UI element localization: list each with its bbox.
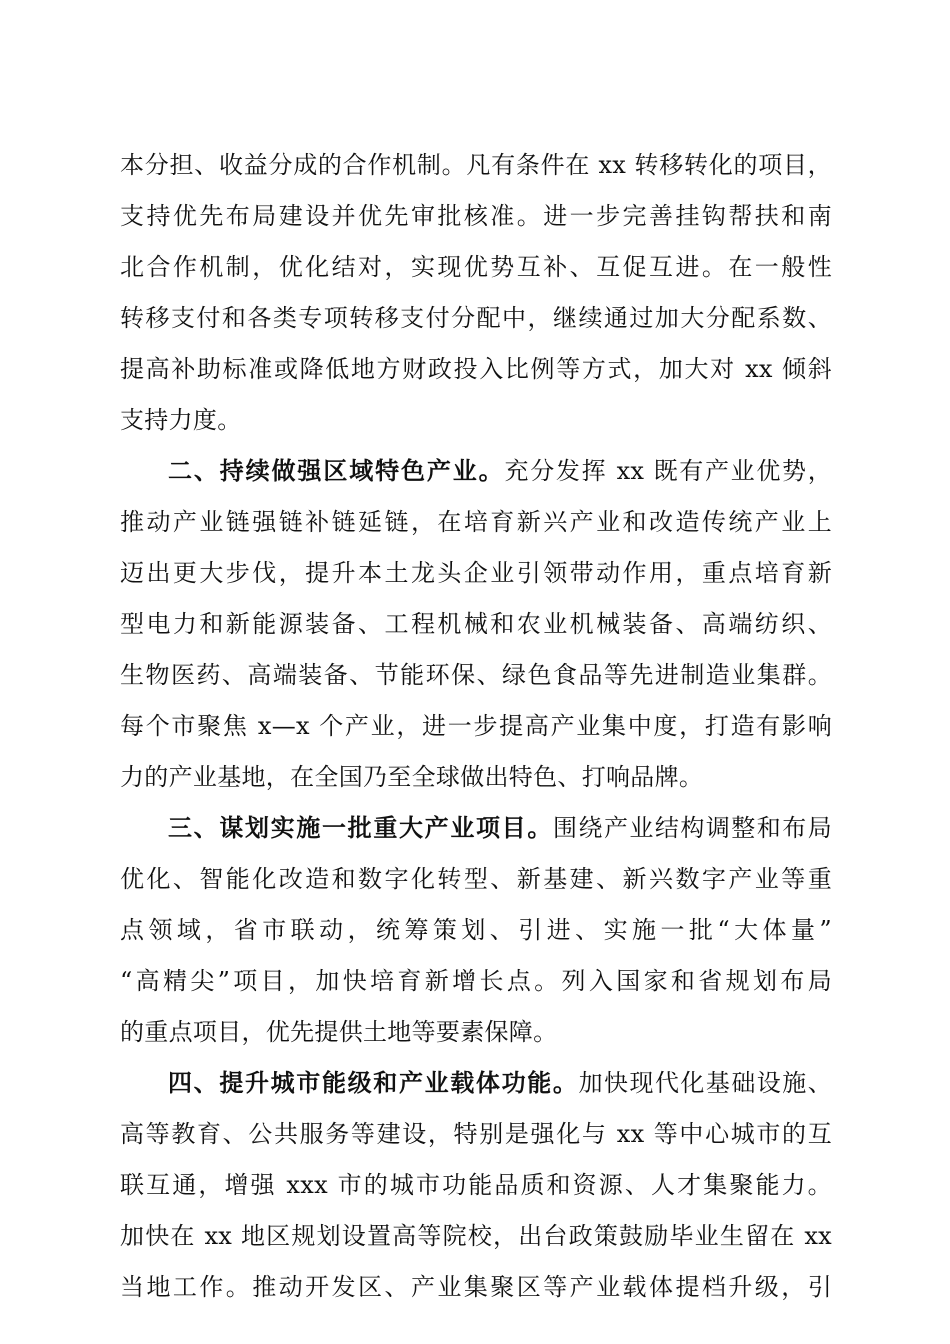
paragraph-line: 支持力度。 [120,406,242,434]
paragraph-line: 本分担、收益分成的合作机制。凡有条件在 xx 转移转化的项目， [120,151,832,179]
paragraph-line: 提高补助标准或降低地方财政投入比例等方式，加大对 xx 倾斜 [120,355,832,383]
heading-continuation: 充分发挥 xx 既有产业优势， [504,457,832,485]
section-heading: 三、谋划实施一批重大产业项目。 [168,814,554,842]
paragraph-line: “高精尖”项目，加快培育新增长点。列入国家和省规划布局 [120,967,832,995]
section-heading-line [168,1060,832,1106]
paragraph-line: 型电力和新能源装备、工程机械和农业机械装备、高端纺织、 [120,610,832,638]
paragraph-line: 支持优先布局建设并优先审批核准。进一步完善挂钩帮扶和南 [120,202,832,230]
paragraph-line: 北合作机制，优化结对，实现优势互补、互促互进。在一般性 [120,253,832,281]
section-heading-line [168,448,832,494]
paragraph-line: 点领域，省市联动，统筹策划、引进、实施一批“大体量” [120,916,832,944]
paragraph-line: 转移支付和各类专项转移支付分配中，继续通过加大分配系数、 [120,304,832,332]
section-heading: 二、持续做强区域特色产业。 [168,457,505,485]
paragraph-line: 迈出更大步伐，提升本土龙头企业引领带动作用，重点培育新 [120,559,832,587]
heading-continuation: 加快现代化基础设施、 [578,1069,832,1097]
section-heading-line [168,805,832,851]
paragraph-line: 联互通，增强 xxx 市的城市功能品质和资源、人才集聚能力。 [120,1171,832,1199]
paragraph-line: 推动产业链强链补链延链，在培育新兴产业和改造传统产业上 [120,508,832,536]
paragraph-line: 生物医药、高端装备、节能环保、绿色食品等先进制造业集群。 [120,661,832,689]
paragraph-line: 高等教育、公共服务等建设，特别是强化与 xx 等中心城市的互 [120,1120,832,1148]
paragraph-line: 优化、智能化改造和数字化转型、新基建、新兴数字产业等重 [120,865,832,893]
paragraph-line: 加快在 xx 地区规划设置高等院校，出台政策鼓励毕业生留在 xx [120,1222,832,1250]
paragraph-line: 力的产业基地，在全国乃至全球做出特色、打响品牌。 [120,763,704,791]
paragraph-line: 当地工作。推动开发区、产业集聚区等产业载体提档升级，引 [120,1273,832,1301]
paragraph-line: 每个市聚焦 x—x 个产业，进一步提高产业集中度，打造有影响 [120,712,832,740]
section-heading: 四、提升城市能级和产业载体功能。 [168,1069,579,1097]
heading-continuation: 围绕产业结构调整和布局 [553,814,832,842]
paragraph-line: 的重点项目，优先提供土地等要素保障。 [120,1018,558,1046]
